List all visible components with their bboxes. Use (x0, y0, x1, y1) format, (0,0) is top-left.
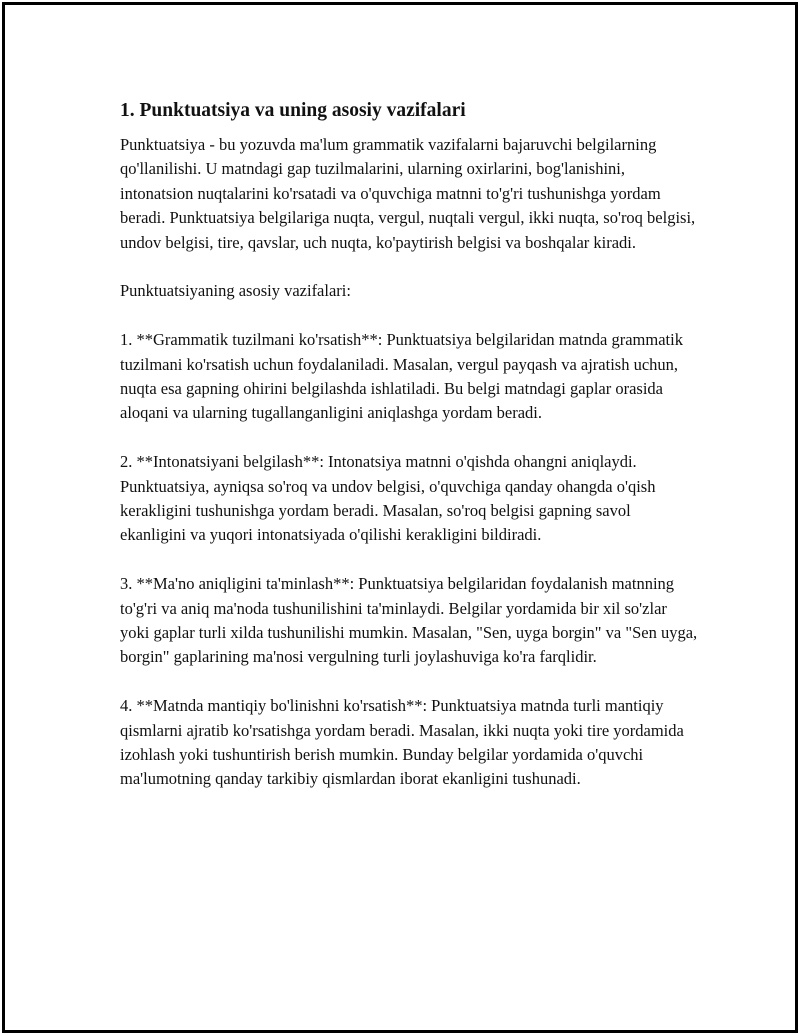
section-heading: 1. Punktuatsiya va uning asosiy vazifalari (120, 100, 466, 121)
function-3-paragraph: 3. **Ma'no aniqligini ta'minlash**: Punktuatsiya belgilaridan foydalanish matnning to'g'ri va aniq ma'noda tushunilishini ta'minlaydi. Belgilar yordamida bir xil so'zlar yoki gaplar turli xilda tushunilishi mumkin. Masalan, "Sen, uyga borgin" va "Sen uyga, borgin" gaplarining ma'nosi vergulning turli joylashuviga ko'ra farqlidir. (120, 574, 698, 667)
function-1-paragraph: 1. **Grammatik tuzilmani ko'rsatish**: Punktuatsiya belgilaridan matnda grammatik tuzilmani ko'rsatish uchun foydalaniladi. Masalan, vergul payqash va ajratish uchun, nuqta esa gapning ohirini belgilashda ishlatiladi. Bu belgi matndagi gaplar orasida aloqani va ularning tugallanganligini aniqlashga yordam beradi. (120, 330, 683, 423)
function-2-paragraph: 2. **Intonatsiyani belgilash**: Intonatsiya matnni o'qishda ohangni aniqlaydi. Punktuatsiya, ayniqsa so'roq va undov belgisi, o'quvchiga qanday ohangda o'qish kerakligini tushunishga yordam beradi. Masalan, so'roq belgisi gapning savol ekanligini va yuqori intonatsiyada o'qilishi kerakligini bildiradi. (120, 452, 656, 545)
function-4-paragraph: 4. **Matnda mantiqiy bo'linishni ko'rsatish**: Punktuatsiya matnda turli mantiqiy qismlarni ajratib ko'rsatishga yordam beradi. Masalan, ikki nuqta yoki tire yordamida izohlash yoki tushuntirish berish mumkin. Bunday belgilar yordamida o'quvchi ma'lumotning qanday tarkibiy qismlardan iborat ekanligini tushunadi. (120, 696, 684, 789)
intro-paragraph: Punktuatsiya - bu yozuvda ma'lum grammatik vazifalarni bajaruvchi belgilarning qo'llanilishi. U matndagi gap tuzilmalarini, ularning oxirlarini, bog'lanishini, intonatsion nuqtalarini ko'rsatadi va o'quvchiga matnni to'g'ri tushunishga yordam beradi. Punktuatsiya belgilariga nuqta, vergul, nuqtali vergul, ikki nuqta, so'roq belgisi, undov belgisi, tire, qavslar, uch nuqta, ko'paytirish belgisi va boshqalar kiradi. (120, 135, 696, 252)
functions-lead-paragraph: Punktuatsiyaning asosiy vazifalari: (120, 281, 351, 301)
document-body (120, 98, 700, 816)
page-frame (2, 2, 798, 1033)
